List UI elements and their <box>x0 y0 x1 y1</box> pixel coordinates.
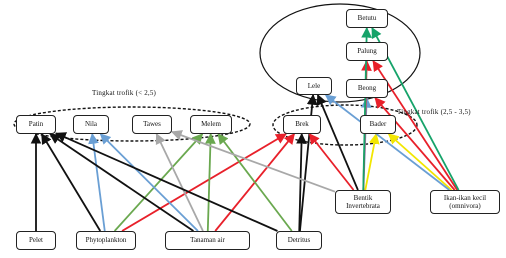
node-brek: Brek <box>283 115 321 134</box>
group-label-mid-trophic: Tingkat trofik (2,5 - 3,5) <box>397 108 471 116</box>
link-bentik-to-lele <box>318 95 358 190</box>
group-label-low-trophic: Tingkat trofik (< 2,5) <box>92 89 157 97</box>
node-melem: Melem <box>190 115 232 134</box>
link-ikan_kecil-to-bader <box>389 134 452 190</box>
link-bentik-to-bader <box>365 134 376 190</box>
link-detritus-to-patin <box>56 133 277 231</box>
node-lele: Lele <box>296 77 332 95</box>
node-pelet: Pelet <box>16 231 56 250</box>
node-tawes: Tawes <box>132 115 172 134</box>
node-nila: Nila <box>73 115 109 134</box>
link-phytoplankton-to-brek <box>122 134 286 231</box>
link-phytoplankton-to-nila <box>92 134 105 231</box>
node-ikan-ikan-kecil: Ikan-ikan kecil (omnivora) <box>430 190 500 214</box>
node-beong: Beong <box>346 79 388 98</box>
node-patin: Patin <box>16 115 56 134</box>
node-bentik-invertebrata: Bentik Invertebrata <box>335 190 391 214</box>
link-phytoplankton-to-melem <box>115 134 203 231</box>
node-betutu: Betutu <box>346 9 388 28</box>
node-detritus: Detritus <box>276 231 322 250</box>
node-bader: Bader <box>360 115 396 134</box>
link-tanaman_air-to-melem <box>208 134 211 231</box>
link-detritus-to-melem <box>218 134 292 231</box>
node-palung: Palung <box>346 42 388 61</box>
node-tanaman-air: Tanaman air <box>165 231 250 250</box>
link-tanaman_air-to-nila <box>101 134 198 231</box>
link-tanaman_air-to-tawes <box>157 134 203 231</box>
node-phytoplankton: Phytoplankton <box>76 231 136 250</box>
group-ellipse-top-predators <box>260 4 420 102</box>
